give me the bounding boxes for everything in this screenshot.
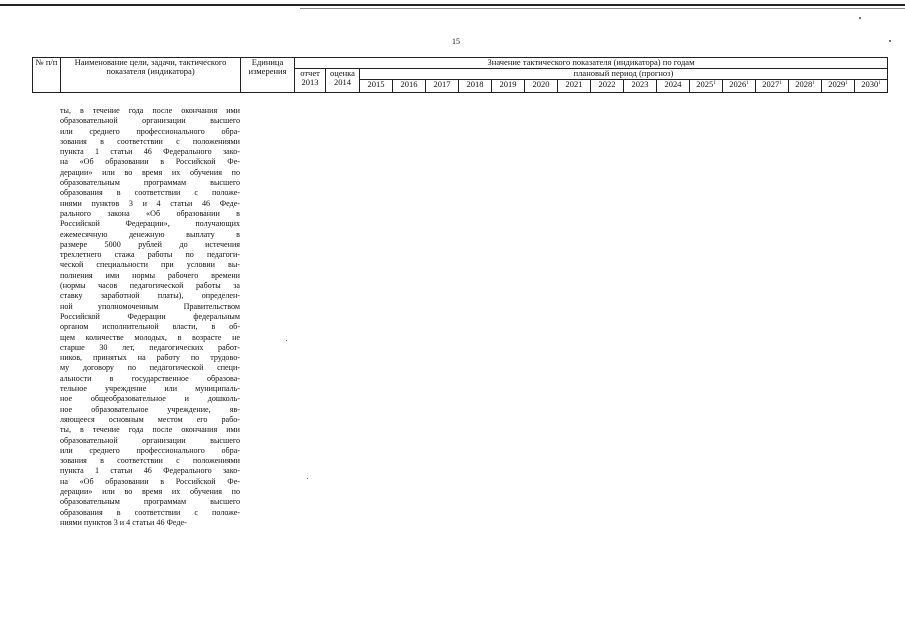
text-line: рального закона «Об образовании в <box>60 208 240 218</box>
plan-year-label: 2028 <box>795 79 813 89</box>
text-line: ников, принятых на работу по трудово- <box>60 353 240 363</box>
text-line: или среднего профессионального обра- <box>60 126 240 136</box>
text-line: дерации» или во время их обучения по <box>60 167 240 177</box>
indicator-description-text <box>60 106 240 528</box>
text-line: пункта 1 статьи 46 Федерального зако- <box>60 147 240 157</box>
header-plan-year-2026 <box>723 80 756 93</box>
plan-year-label: 2023 <box>631 79 649 89</box>
header-plan-year-2021 <box>558 80 591 93</box>
header-plan-year-2025 <box>690 80 723 93</box>
plan-year-label: 2021 <box>565 79 583 89</box>
text-line: зования в соответствии с положениями <box>60 456 240 466</box>
header-values-title: Значение тактического показателя (индикатора) по годам <box>295 58 888 69</box>
header-plan-year-2017 <box>426 80 459 93</box>
header-estimate-year: 2014 <box>334 77 351 87</box>
text-line: размере 5000 рублей до истечения <box>60 239 240 249</box>
text-line: образовательным программам высшего <box>60 497 240 507</box>
text-line: Российской Федерации федеральным <box>60 311 240 321</box>
header-plan-year-2020 <box>525 80 558 93</box>
text-line: образования в соответствии с положе- <box>60 507 240 517</box>
header-plan-year-2027 <box>756 80 789 93</box>
header-unit-column: Единица измерения <box>241 58 295 93</box>
text-line: трехлетнего стажа работы по педагоги- <box>60 250 240 260</box>
text-line: ное образовательное учреждение, яв- <box>60 404 240 414</box>
header-plan-year-2028 <box>789 80 822 93</box>
header-name-column: Наименование цели, задачи, тактического показателя (индикатора) <box>61 58 241 93</box>
text-line: ной уполномоченным Правительством <box>60 301 240 311</box>
scan-speck <box>889 40 891 42</box>
scan-speck <box>286 340 287 341</box>
plan-year-label: 2018 <box>466 79 484 89</box>
text-line: ляющееся основным местом его рабо- <box>60 414 240 424</box>
header-report-cell <box>295 69 326 93</box>
plan-year-label: 2024 <box>664 79 682 89</box>
text-line: или среднего профессионального обра- <box>60 445 240 455</box>
header-plan-year-2024 <box>657 80 690 93</box>
text-line: на «Об образовании в Российской Фе- <box>60 476 240 486</box>
text-line: полнения ими нормы рабочего времени <box>60 270 240 280</box>
footnote-mark: 1 <box>878 81 881 86</box>
text-line: альности в государственное образова- <box>60 373 240 383</box>
header-plan-period: плановый период (прогноз) <box>360 69 888 80</box>
indicator-table-header <box>32 57 888 93</box>
text-line: пункта 1 статьи 46 Федерального зако- <box>60 466 240 476</box>
header-report-label: отчет <box>300 68 320 78</box>
footnote-mark: 1 <box>746 81 749 86</box>
text-line: ставку заработной платы), определен- <box>60 291 240 301</box>
header-estimate-cell <box>326 69 360 93</box>
text-line: образовательной организации высшего <box>60 116 240 126</box>
text-line: образовательной организации высшего <box>60 435 240 445</box>
header-plan-year-2015 <box>360 80 393 93</box>
header-estimate-label: оценка <box>330 68 355 78</box>
footnote-mark: 1 <box>845 81 848 86</box>
plan-year-label: 2020 <box>532 79 550 89</box>
text-line: ежемесячную денежную выплату в <box>60 229 240 239</box>
footnote-mark: 1 <box>779 81 782 86</box>
text-line: органом исполнительной власти, в об- <box>60 322 240 332</box>
scan-speck <box>307 478 308 479</box>
text-line: ниями пунктов 3 и 4 статьи 46 Феде- <box>60 198 240 208</box>
header-plan-year-2023 <box>624 80 657 93</box>
scan-edge-line <box>0 4 905 6</box>
header-number-column: № п/п <box>33 58 61 93</box>
plan-year-label: 2029 <box>828 79 846 89</box>
text-line: образования в соответствии с положе- <box>60 188 240 198</box>
text-line: ты, в течение года после окончания ими <box>60 425 240 435</box>
text-line: старше 30 лет, педагогических работ- <box>60 342 240 352</box>
scan-speck <box>859 17 861 19</box>
text-line: дерации» или во время их обучения по <box>60 486 240 496</box>
text-line: зования в соответствии с положениями <box>60 136 240 146</box>
header-plan-year-2016 <box>393 80 426 93</box>
text-line: на «Об образовании в Российской Фе- <box>60 157 240 167</box>
header-plan-year-2018 <box>459 80 492 93</box>
plan-year-label: 2025 <box>696 79 714 89</box>
page-number: 15 <box>452 37 460 46</box>
plan-year-label: 2019 <box>499 79 517 89</box>
text-line: щем количестве молодых, в возрасте не <box>60 332 240 342</box>
header-plan-year-2022 <box>591 80 624 93</box>
text-line: Российской Федерации», получающих <box>60 219 240 229</box>
text-line: (нормы часов педагогической работы за <box>60 281 240 291</box>
header-report-year: 2013 <box>301 77 319 87</box>
header-plan-year-2019 <box>492 80 525 93</box>
text-line: ты, в течение года после окончания ими <box>60 106 240 115</box>
footnote-mark: 1 <box>812 81 815 86</box>
header-plan-year-2030 <box>855 80 888 93</box>
plan-year-label: 2022 <box>598 79 616 89</box>
scan-edge-line-secondary <box>300 8 905 9</box>
text-line: ческой специальности при условии вы- <box>60 260 240 270</box>
plan-year-label: 2015 <box>367 79 385 89</box>
text-line: ниями пунктов 3 и 4 статьи 46 Феде- <box>60 517 187 527</box>
text-line: ное общеобразовательное и дошколь- <box>60 394 240 404</box>
footnote-mark: 1 <box>713 81 716 86</box>
text-line: образовательным программам высшего <box>60 178 240 188</box>
plan-year-label: 2017 <box>433 79 451 89</box>
plan-year-label: 2026 <box>729 79 747 89</box>
text-line: тельное учреждение или муниципаль- <box>60 384 240 394</box>
header-plan-year-2029 <box>822 80 855 93</box>
plan-year-label: 2016 <box>400 79 418 89</box>
text-line: му договору по педагогической специ- <box>60 363 240 373</box>
plan-year-label: 2027 <box>762 79 780 89</box>
plan-year-label: 2030 <box>861 79 879 89</box>
